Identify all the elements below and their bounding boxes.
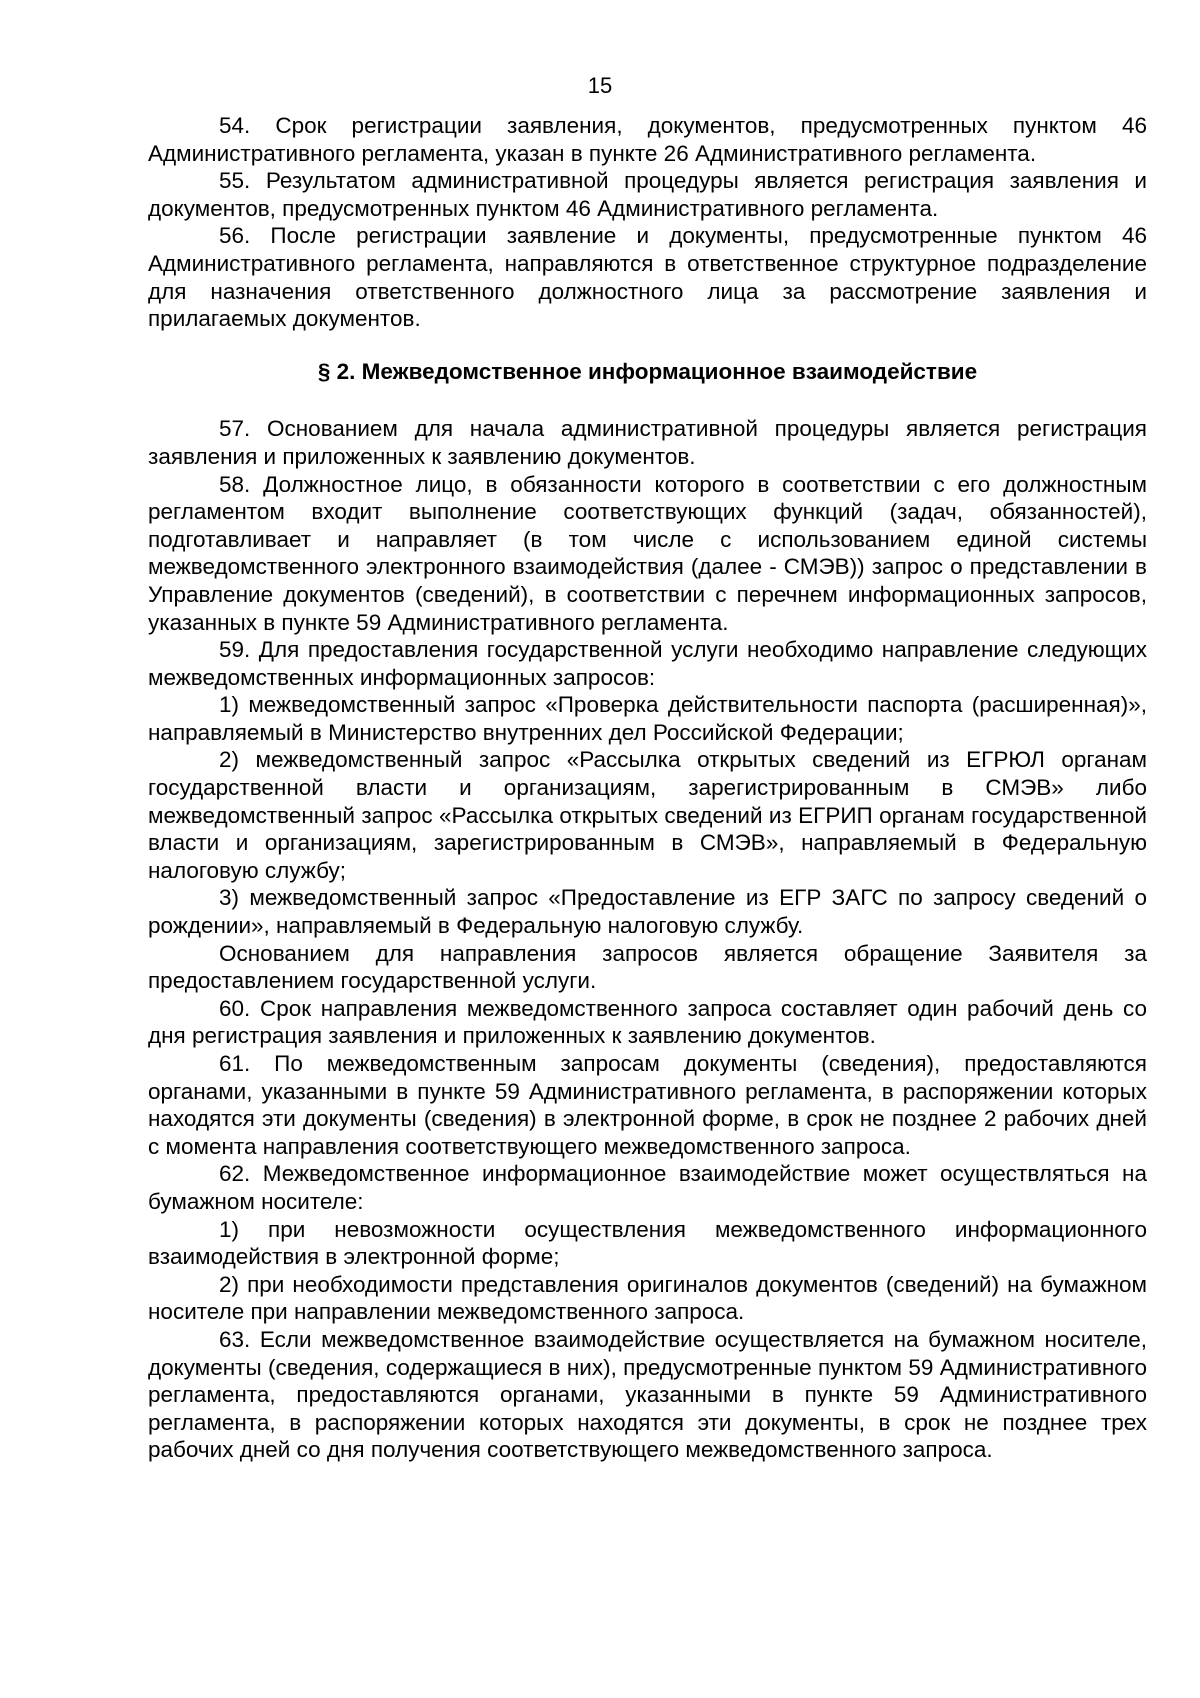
paragraph-62: 62. Межведомственное информационное взаимодействие может осуществляться на бумажном носителе: xyxy=(148,1161,1147,1214)
paragraph-56: 56. После регистрации заявление и документы, предусмотренные пунктом 46 Административного регламента, направляются в ответственное структурное подразделение для назначения ответственного должностного лица за рассмотрение заявления и прилагаемых документов. xyxy=(148,223,1147,332)
page-number: 15 xyxy=(587,73,613,98)
document-body xyxy=(148,112,1147,1464)
paragraph-57: 57. Основанием для начала административной процедуры является регистрация заявления и приложенных к заявлению документов. xyxy=(148,416,1147,469)
paragraph-60: 60. Срок направления межведомственного запроса составляет один рабочий день со дня регистрация заявления и приложенных к заявлению документов. xyxy=(148,995,1147,1049)
paragraph-59: 59. Для предоставления государственной услуги необходимо направление следующих межведомственных информационных запросов: xyxy=(148,637,1147,690)
list-item-59-1: 1) межведомственный запрос «Проверка действительности паспорта (расширенная)», направляемый в Министерство внутренних дел Российской Федерации; xyxy=(148,692,1147,745)
paragraph-63: 63. Если межведомственное взаимодействие осуществляется на бумажном носителе, документы (сведения, содержащиеся в них), предусмотренные пунктом 59 Административного регламента, предоставляются органами, указанными в пункте 59 Административного регламента, в распоряжении которых находятся эти документы, в срок не позднее трех рабочих дней со дня получения соответствующего межведомственного запроса. xyxy=(148,1326,1147,1463)
paragraph-55: 55. Результатом административной процедуры является регистрация заявления и документов, предусмотренных пунктом 46 Административного регламента. xyxy=(148,168,1147,221)
list-item-62-1: 1) при невозможности осуществления межведомственного информационного взаимодействия в электронной форме; xyxy=(148,1216,1147,1270)
paragraph-61: 61. По межведомственным запросам документы (сведения), предоставляются органами, указанными в пункте 59 Административного регламента, в распоряжении которых находятся эти документы (сведения) в электронной форме, в срок не позднее 2 рабочих дней с момента направления соответствующего межведомственного запроса. xyxy=(148,1051,1147,1159)
list-item-62-2: 2) при необходимости представления оригиналов документов (сведений) на бумажном носителе при направлении межведомственного запроса. xyxy=(148,1271,1147,1325)
paragraph-basis: Основанием для направления запросов является обращение Заявителя за предоставлением государственной услуги. xyxy=(148,940,1147,994)
paragraph-58: 58. Должностное лицо, в обязанности которого в соответствии с его должностным регламентом входит выполнение соответствующих функций (задач, обязанностей), подготавливает и направляет (в том числе с использованием единой системы межведомственного электронного взаимодействия (далее - СМЭВ)) запрос о представлении в Управление документов (сведений), в соответствии с перечнем информационных запросов, указанных в пункте 59 Административного регламента. xyxy=(148,471,1147,635)
section-heading: § 2. Межведомственное информационное взаимодействие xyxy=(317,358,978,384)
paragraph-54: 54. Срок регистрации заявления, документов, предусмотренных пунктом 46 Административного регламента, указан в пункте 26 Административного регламента. xyxy=(148,113,1147,166)
list-item-59-2: 2) межведомственный запрос «Рассылка открытых сведений из ЕГРЮЛ органам государственной власти и организациям, зарегистрированным в СМЭВ» либо межведомственный запрос «Рассылка открытых сведений из ЕГРИП органам государственной власти и организациям, зарегистрированным в СМЭВ», направляемый в Федеральную налоговую службу; xyxy=(148,747,1147,883)
list-item-59-3: 3) межведомственный запрос «Предоставление из ЕГР ЗАГС по запросу сведений о рождении», направляемый в Федеральную налоговую службу. xyxy=(148,885,1147,939)
